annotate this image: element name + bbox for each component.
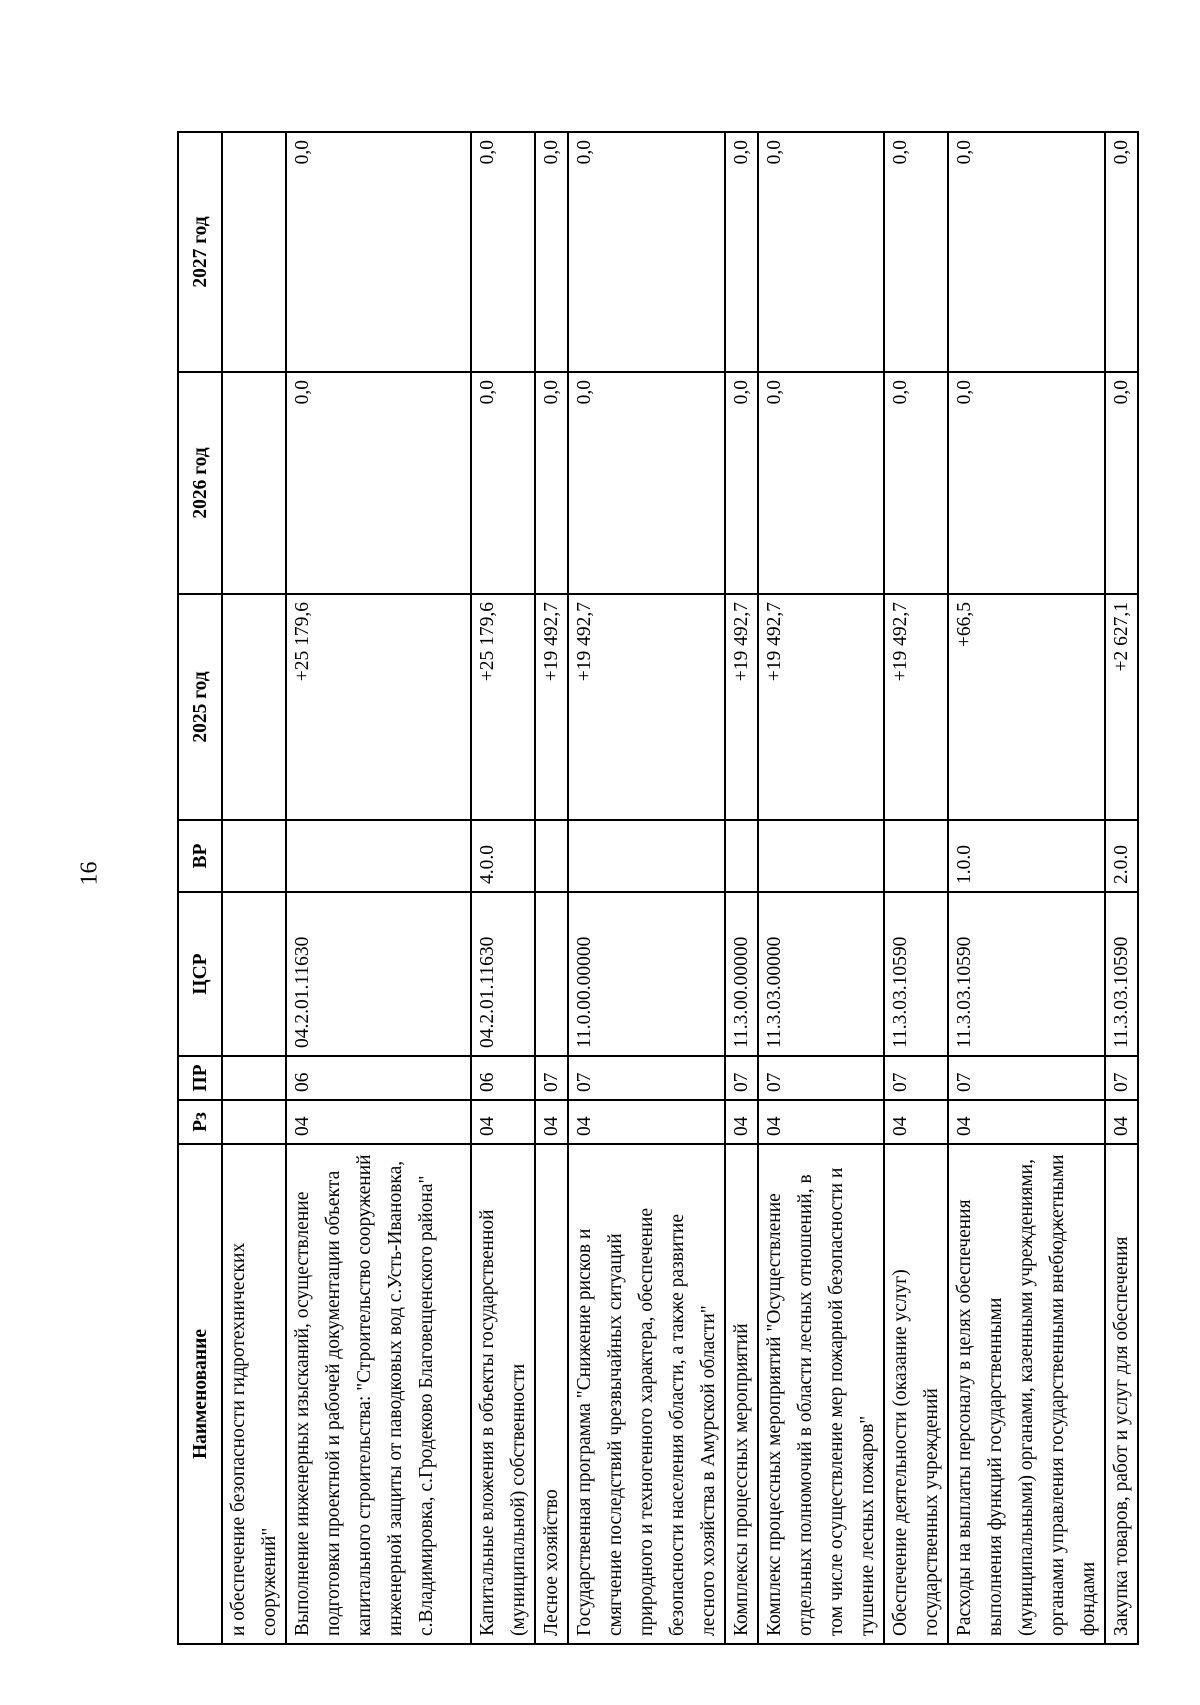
header-rz: Рз bbox=[178, 1100, 222, 1144]
cell-vr: 4.0.0 bbox=[471, 820, 535, 892]
table-row bbox=[758, 132, 884, 1644]
cell-vr bbox=[286, 820, 471, 892]
cell-pr bbox=[222, 1056, 286, 1100]
cell-2027: 0,0 bbox=[884, 132, 948, 372]
cell-rz: 04 bbox=[725, 1100, 758, 1144]
cell-pr: 07 bbox=[1105, 1056, 1138, 1100]
header-pr: ПР bbox=[178, 1056, 222, 1100]
cell-name: Лесное хозяйство bbox=[535, 1144, 568, 1644]
cell-csr: 11.3.03.00000 bbox=[758, 892, 884, 1056]
cell-rz bbox=[222, 1100, 286, 1144]
cell-name: Комплекс процессных мероприятий "Осуществление отдельных полномочий в области лесных отношений, в том числе осуществление мер пожарной безопасности и тушение лесных пожаров" bbox=[758, 1144, 884, 1644]
cell-2027: 0,0 bbox=[471, 132, 535, 372]
cell-vr bbox=[568, 820, 725, 892]
cell-vr bbox=[884, 820, 948, 892]
cell-2025: +19 492,7 bbox=[758, 594, 884, 820]
cell-pr: 07 bbox=[568, 1056, 725, 1100]
cell-2026: 0,0 bbox=[286, 372, 471, 594]
cell-2026: 0,0 bbox=[568, 372, 725, 594]
cell-rz: 04 bbox=[948, 1100, 1105, 1144]
cell-csr: 04.2.01.11630 bbox=[471, 892, 535, 1056]
cell-name: и обеспечение безопасности гидротехнических сооружений" bbox=[222, 1144, 286, 1644]
cell-csr bbox=[535, 892, 568, 1056]
cell-rz: 04 bbox=[1105, 1100, 1138, 1144]
cell-vr bbox=[725, 820, 758, 892]
budget-table-container bbox=[177, 133, 1132, 1645]
cell-2025: +19 492,7 bbox=[725, 594, 758, 820]
cell-vr: 2.0.0 bbox=[1105, 820, 1138, 892]
cell-rz: 04 bbox=[884, 1100, 948, 1144]
cell-2025: +19 492,7 bbox=[535, 594, 568, 820]
cell-2026: 0,0 bbox=[884, 372, 948, 594]
cell-csr: 11.3.03.10590 bbox=[1105, 892, 1138, 1056]
cell-name: Государственная программа "Снижение рисков и смягчение последствий чрезвычайных ситуаций природного и техногенного характера, обеспечение безопасности населения области, а также развитие лесного хозяйства в Амурской области" bbox=[568, 1144, 725, 1644]
cell-2026: 0,0 bbox=[471, 372, 535, 594]
cell-2025: +25 179,6 bbox=[471, 594, 535, 820]
cell-2027: 0,0 bbox=[535, 132, 568, 372]
cell-csr: 11.3.00.00000 bbox=[725, 892, 758, 1056]
cell-pr: 06 bbox=[471, 1056, 535, 1100]
page-number: 16 bbox=[76, 861, 103, 886]
cell-rz: 04 bbox=[758, 1100, 884, 1144]
cell-name: Капитальные вложения в объекты государственной (муниципальной) собственности bbox=[471, 1144, 535, 1644]
cell-2027: 0,0 bbox=[948, 132, 1105, 372]
cell-2027: 0,0 bbox=[286, 132, 471, 372]
cell-rz: 04 bbox=[471, 1100, 535, 1144]
table-row bbox=[535, 132, 568, 1644]
cell-name: Расходы на выплаты персоналу в целях обеспечения выполнения функций государственными (муниципальными) органами, казенными учреждениями, органами управления государственными внебюджетными фондами bbox=[948, 1144, 1105, 1644]
header-csr: ЦСР bbox=[178, 892, 222, 1056]
cell-2027: 0,0 bbox=[725, 132, 758, 372]
cell-2027: 0,0 bbox=[758, 132, 884, 372]
table-row bbox=[568, 132, 725, 1644]
header-2027: 2027 год bbox=[178, 132, 222, 372]
table-row bbox=[948, 132, 1105, 1644]
cell-2026: 0,0 bbox=[1105, 372, 1138, 594]
header-2026: 2026 год bbox=[178, 372, 222, 594]
cell-pr: 07 bbox=[948, 1056, 1105, 1100]
cell-pr: 07 bbox=[535, 1056, 568, 1100]
cell-2026: 0,0 bbox=[758, 372, 884, 594]
header-vr: ВР bbox=[178, 820, 222, 892]
cell-2025: +19 492,7 bbox=[884, 594, 948, 820]
cell-name: Выполнение инженерных изысканий, осуществление подготовки проектной и рабочей документации объекта капитального строительства: "Строительство сооружений инженерной защиты от паводковых вод с.Усть-Ивановка, с.Владимировка, с.Гродеково Благовещенского района" bbox=[286, 1144, 471, 1644]
cell-2025: +25 179,6 bbox=[286, 594, 471, 820]
cell-2026 bbox=[222, 372, 286, 594]
cell-vr: 1.0.0 bbox=[948, 820, 1105, 892]
cell-pr: 07 bbox=[725, 1056, 758, 1100]
cell-name: Обеспечение деятельности (оказание услуг) государственных учреждений bbox=[884, 1144, 948, 1644]
cell-rz: 04 bbox=[568, 1100, 725, 1144]
cell-pr: 07 bbox=[758, 1056, 884, 1100]
table-header-row bbox=[178, 132, 222, 1644]
cell-2027: 0,0 bbox=[568, 132, 725, 372]
cell-name: Закупка товаров, работ и услуг для обеспечения bbox=[1105, 1144, 1138, 1644]
table-row bbox=[884, 132, 948, 1644]
budget-table bbox=[177, 131, 1139, 1645]
table-row bbox=[1105, 132, 1138, 1644]
header-name: Наименование bbox=[178, 1144, 222, 1644]
table-row bbox=[471, 132, 535, 1644]
cell-2025: +66,5 bbox=[948, 594, 1105, 820]
cell-csr bbox=[222, 892, 286, 1056]
cell-vr bbox=[222, 820, 286, 892]
cell-2026: 0,0 bbox=[535, 372, 568, 594]
cell-2025: +19 492,7 bbox=[568, 594, 725, 820]
cell-csr: 11.3.03.10590 bbox=[948, 892, 1105, 1056]
cell-csr: 11.0.00.00000 bbox=[568, 892, 725, 1056]
cell-pr: 07 bbox=[884, 1056, 948, 1100]
cell-2027 bbox=[222, 132, 286, 372]
header-2025: 2025 год bbox=[178, 594, 222, 820]
cell-2025: +2 627,1 bbox=[1105, 594, 1138, 820]
cell-vr bbox=[535, 820, 568, 892]
cell-2026: 0,0 bbox=[948, 372, 1105, 594]
cell-csr: 04.2.01.11630 bbox=[286, 892, 471, 1056]
cell-2026: 0,0 bbox=[725, 372, 758, 594]
cell-csr: 11.3.03.10590 bbox=[884, 892, 948, 1056]
table-row bbox=[286, 132, 471, 1644]
cell-2025 bbox=[222, 594, 286, 820]
table-row bbox=[222, 132, 286, 1644]
cell-vr bbox=[758, 820, 884, 892]
cell-name: Комплексы процессных мероприятий bbox=[725, 1144, 758, 1644]
cell-2027: 0,0 bbox=[1105, 132, 1138, 372]
table-row bbox=[725, 132, 758, 1644]
cell-pr: 06 bbox=[286, 1056, 471, 1100]
cell-rz: 04 bbox=[535, 1100, 568, 1144]
cell-rz: 04 bbox=[286, 1100, 471, 1144]
